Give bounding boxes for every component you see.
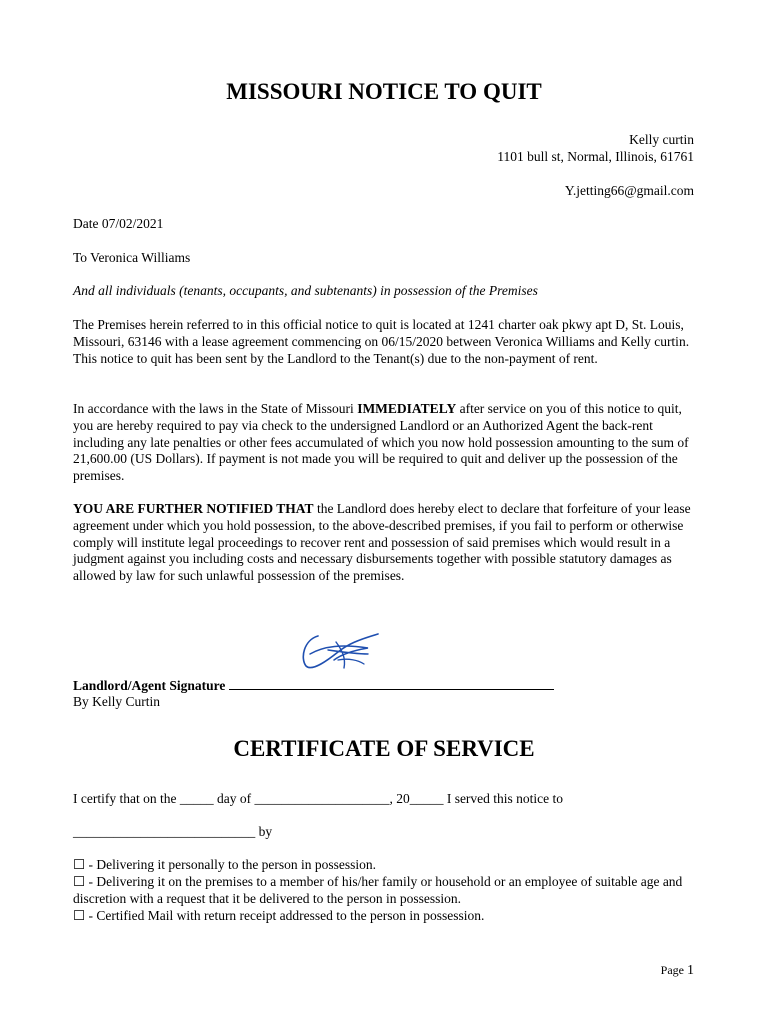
document-title: MISSOURI NOTICE TO QUIT: [226, 79, 542, 104]
date-line: Date 07/02/2021: [73, 216, 164, 231]
signature-by-line: By Kelly Curtin: [73, 694, 160, 709]
sender-email: Y.jetting66@gmail.com: [564, 183, 694, 198]
certify-line: I certify that on the _____ day of ____________________, 20_____ I served this notice to: [73, 791, 564, 806]
service-option-certified-mail: ☐ - Certified Mail with return receipt addressed to the person in possession.: [73, 908, 485, 923]
service-option-personal: ☐ - Delivering it personally to the person in possession.: [73, 857, 377, 872]
signature-line: [73, 677, 695, 695]
signature-label: Landlord/Agent Signature: [73, 678, 226, 693]
certificate-title: CERTIFICATE OF SERVICE: [233, 736, 535, 761]
laws-paragraph: In accordance with the laws in the State of Missouri IMMEDIATELY after service on you of this notice to quit, you are hereby required to pay via check to the undersigned Landlord or an Authorized Agent the back-rent including any late penalties or other fees accumulated of which you now hold possession amounting to the sum of 21,600.00 (US Dollars). If payment is not made you will be required to quit and deliver up the possession of the premises.: [73, 401, 689, 484]
service-option-premises: ☐ - Delivering it on the premises to a member of his/her family or household or an employee of suitable age and discretion with a request that it be delivered to the person in possession.: [73, 874, 683, 906]
page-number: Page 1: [660, 963, 694, 978]
recipient-line: To Veronica Williams: [73, 250, 191, 265]
signature-image: [298, 630, 382, 672]
certify-by-line: ___________________________ by: [73, 824, 273, 839]
sender-name: Kelly curtin: [629, 132, 694, 147]
sender-address: 1101 bull st, Normal, Illinois, 61761: [497, 149, 694, 164]
premises-paragraph: The Premises herein referred to in this official notice to quit is located at 1241 charter oak pkwy apt D, St. Louis, Missouri, 63146 with a lease agreement commencing on 06/15/2020 between Veronica Williams and Kelly curtin. This notice to quit has been sent by the Landlord to the Tenant(s) due to the non-payment of rent.: [73, 317, 690, 366]
further-notice-paragraph: YOU ARE FURTHER NOTIFIED THAT the Landlord does hereby elect to declare that forfeiture of your lease agreement under which you hold possession, to the above-described premises, if you fail to perform or otherwise comply will institute legal proceedings to recover rent and possession of said premises which would result in a judgment against you including costs and necessary disbursements together with possible statutory damages as allowed by law for such unlawful possession of the premises.: [73, 501, 691, 584]
occupants-line: And all individuals (tenants, occupants, and subtenants) in possession of the Premises: [73, 283, 538, 298]
signature-rule: [229, 677, 554, 690]
